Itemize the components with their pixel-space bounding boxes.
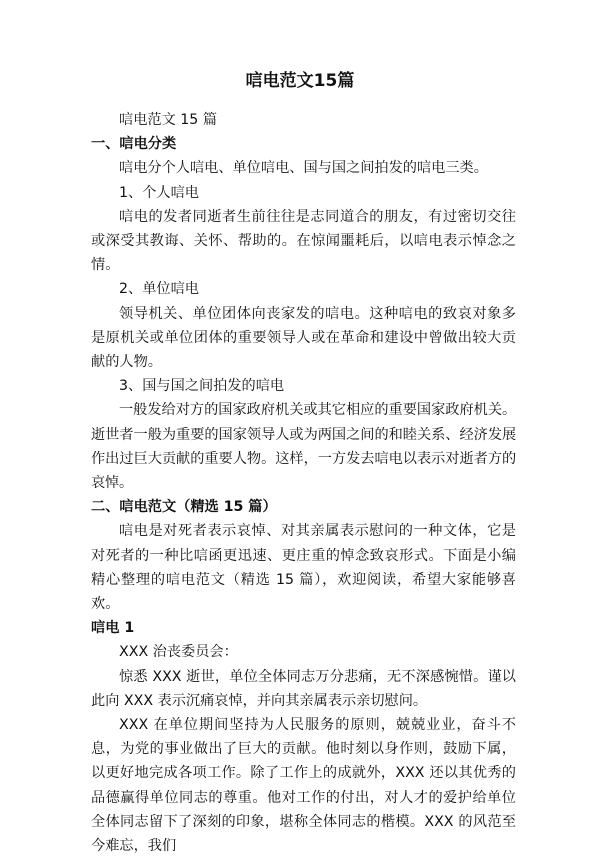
subheading-international: 3、国与国之间拍发的唁电	[119, 378, 285, 395]
paragraph-unit: 领导机关、单位团体向丧家发的唁电。这种唁电的致哀对象多是原机关或单位团体的重要领导人或在革命和建设中曾做出较大贡献的人物。	[91, 305, 516, 371]
paragraph-tribute: XXX 在单位期间坚持为人民服务的原则，兢兢业业，奋斗不息，为党的事业做出了巨大的贡献。他时刻以身作则，鼓励下属，以更好地完成各项工作。除了工作上的成就外，XXX 还以其优秀的品德赢得单位同志的尊重。他对工作的付出，对人才的爱护给单位全体同志留下了深刻的印象，堪称全体同志的楷模。XXX 的风范至今难忘，我们	[91, 717, 516, 855]
document-body	[91, 108, 516, 858]
subheading-unit: 2、单位唁电	[119, 281, 199, 298]
paragraph-international: 一般发给对方的国家政府机关或其它相应的重要国家政府机关。逝世者一般为重要的国家领导人或为两国之间的和睦关系、经济发展作出过巨大贡献的重要人物。这样，一方发去唁电以表示对逝者方的哀悼。	[91, 402, 516, 492]
document-title: 唁电范文15篇	[245, 71, 355, 91]
subheading-personal: 1、个人唁电	[119, 184, 199, 201]
paragraph-classification-intro: 唁电分个人唁电、单位唁电、国与国之间拍发的唁电三类。	[119, 160, 488, 177]
example-heading-1: 唁电 1	[91, 620, 135, 637]
paragraph-condolence: 惊悉 XXX 逝世，单位全体同志万分悲痛，无不深感惋惜。谨以此向 XXX 表示沉痛哀悼，并向其亲属表示亲切慰问。	[91, 668, 516, 709]
paragraph-personal: 唁电的发者同逝者生前往往是志同道合的朋友，有过密切交往或深受其教诲、关怀、帮助的。在惊闻噩耗后，以唁电表示悼念之情。	[91, 208, 516, 274]
paragraph-examples-intro: 唁电是对死者表示哀悼、对其亲属表示慰问的一种文体，它是对死者的一种比唁函更迅速、更庄重的悼念致哀形式。下面是小编精心整理的唁电范文（精选 15 篇），欢迎阅读，希望大家能够喜欢。	[91, 523, 516, 613]
paragraph-salutation: XXX 治丧委员会：	[119, 644, 238, 661]
section-heading-classification: 一、唁电分类	[91, 136, 177, 153]
paragraph-subtitle: 唁电范文 15 篇	[119, 112, 218, 128]
section-heading-examples: 二、唁电范文（精选 15 篇）	[91, 499, 277, 516]
